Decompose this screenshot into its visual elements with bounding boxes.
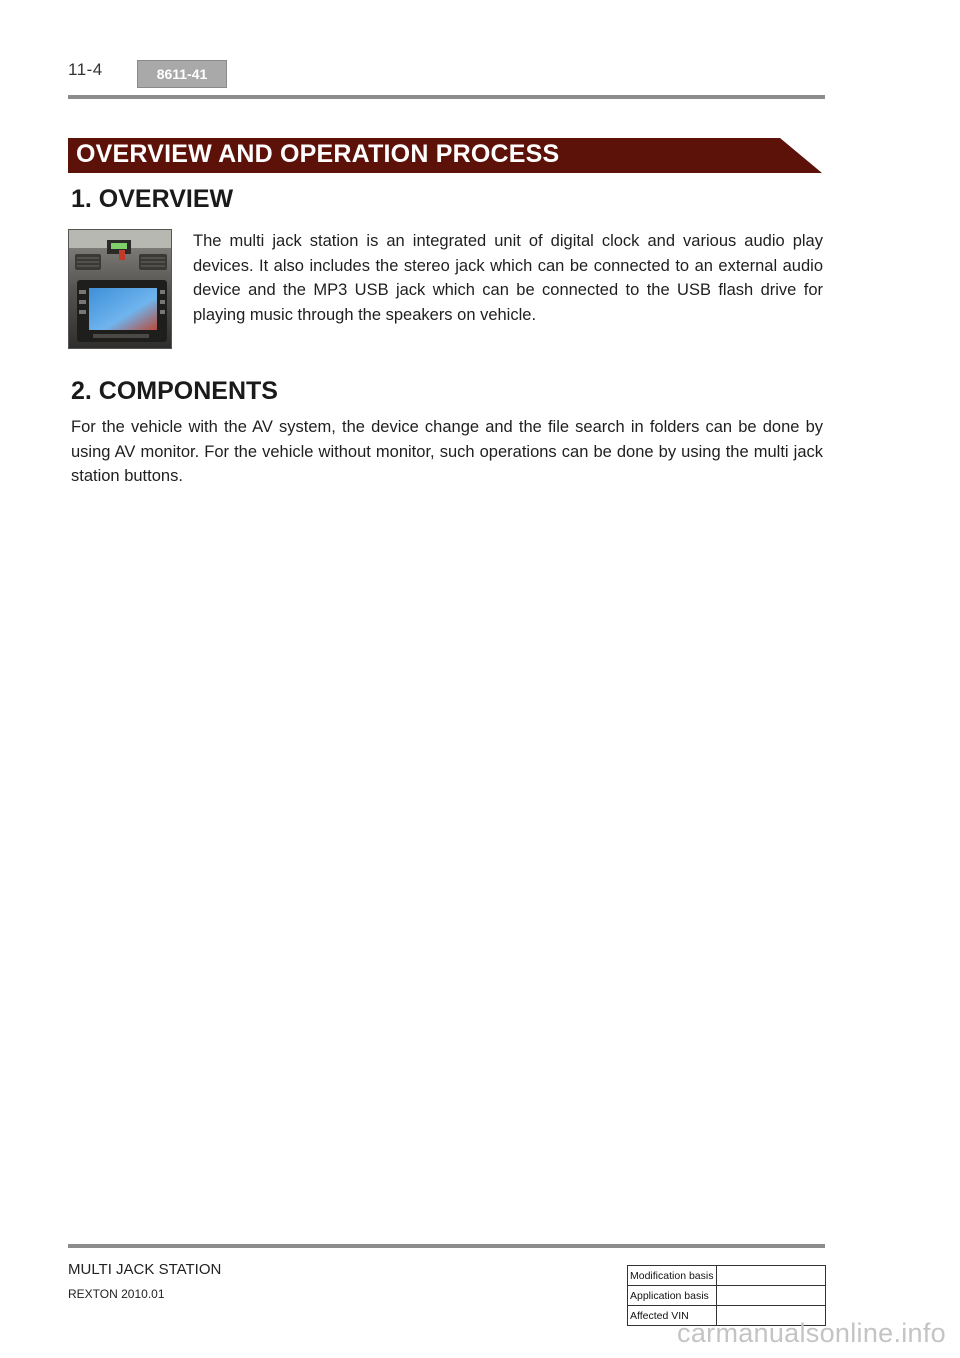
modification-basis-label: Modification basis [628,1266,717,1286]
table-row [628,1286,826,1306]
footer-model-year: REXTON 2010.01 [68,1287,165,1301]
section-banner [68,138,822,173]
section-title: OVERVIEW AND OPERATION PROCESS [76,140,560,168]
revision-info-table [627,1265,826,1326]
components-heading: 2. COMPONENTS [71,377,278,405]
application-basis-value [717,1286,826,1306]
footer-divider [68,1244,825,1248]
overview-paragraph: The multi jack station is an integrated unit of digital clock and various audio play devices. It also includes the stereo jack which can be connected to an external audio device and the MP3 USB jack which can be connected to the USB flash drive for playing music through the speakers on vehicle. [193,232,823,324]
watermark: carmanualsonline.info [677,1318,946,1348]
page-number: 11-4 [68,60,103,79]
application-basis-label: Application basis [628,1286,717,1306]
section-code-badge: 8611-41 [137,60,227,88]
table-row [628,1266,826,1286]
header-divider [68,95,825,99]
components-paragraph: For the vehicle with the AV system, the device change and the file search in folders can be done by using AV monitor. For the vehicle without monitor, such operations can be done by using the multi jack station buttons. [71,418,823,485]
footer-chapter-title: MULTI JACK STATION [68,1261,222,1278]
affected-vin-label: Affected VIN [628,1306,717,1326]
modification-basis-value [717,1266,826,1286]
multi-jack-station-photo [68,229,172,349]
overview-heading: 1. OVERVIEW [71,185,234,213]
